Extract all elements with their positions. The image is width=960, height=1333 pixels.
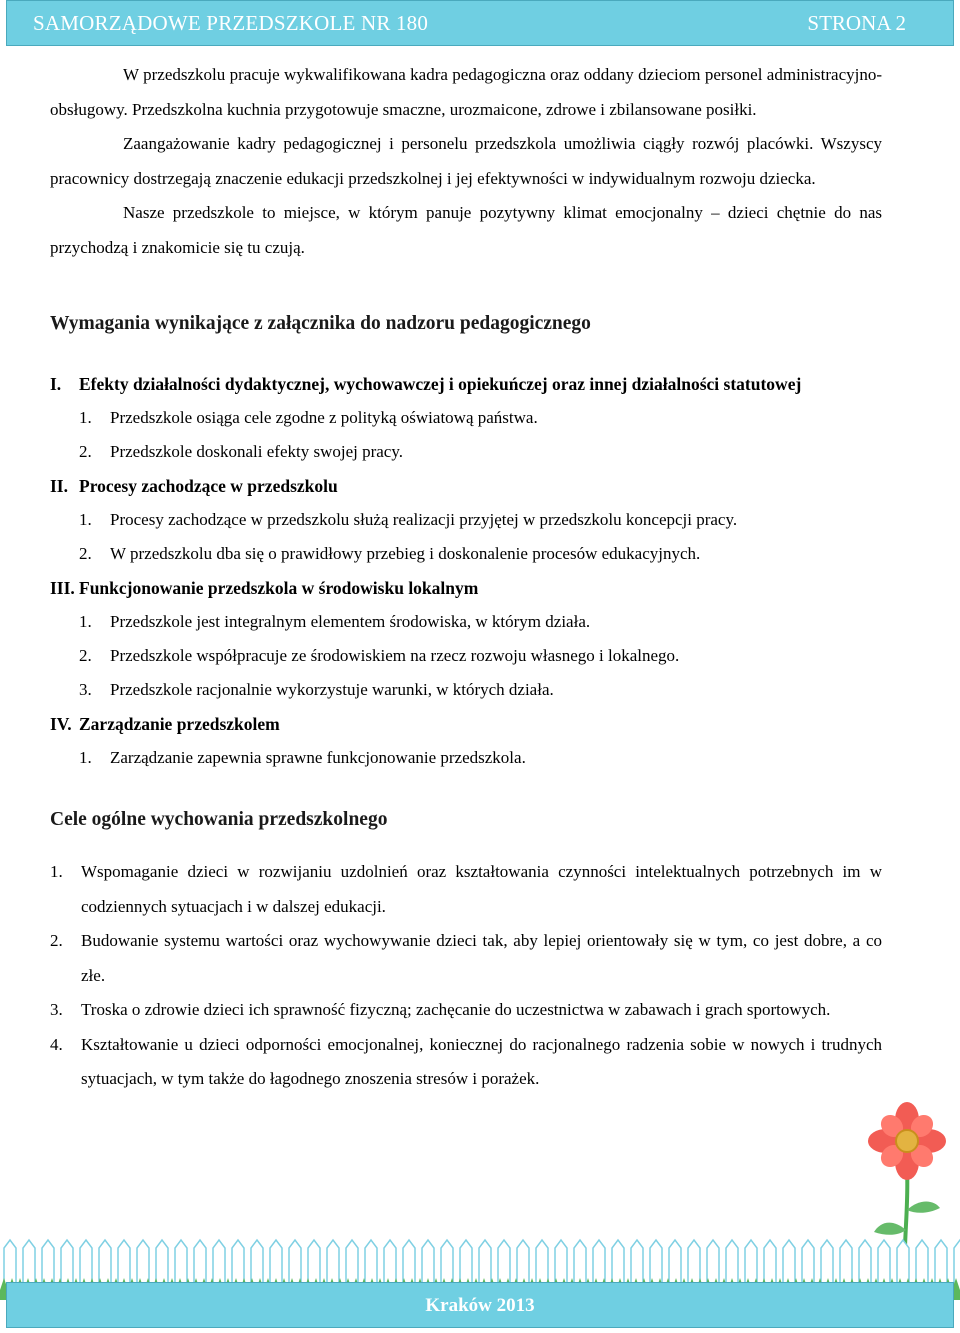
goals-list	[50, 855, 882, 1097]
intro-paragraph-2: Zaangażowanie kadry pedagogicznej i personelu przedszkola umożliwia ciągły rozwój placówki. Wszyscy pracownicy dostrzegają znaczenie edukacji przedszkolnej i jej efektywności w indywidualnym rozwoju dziecka.	[50, 134, 882, 188]
list-item: 1. Przedszkole osiąga cele zgodne z polityką oświatową państwa.	[79, 408, 538, 427]
section-title-requirements: Wymagania wynikające z załącznika do nadzoru pedagogicznego	[50, 313, 591, 334]
page-header-banner	[6, 0, 954, 46]
intro-paragraph-1: W przedszkolu pracuje wykwalifikowana kadra pedagogiczna oraz oddany dzieciom personel administracyjno- obsługowy. Przedszkolna kuchnia przygotowuje smaczne, urozmaicone, zdrowe i zbilansowane posiłki.	[50, 65, 882, 119]
goal-item: 1. Wspomaganie dzieci w rozwijaniu uzdolnień oraz kształtowania czynności intelektualnych potrzebnych im w codziennych sytuacjach i w dalszej edukacji.	[50, 862, 882, 916]
requirement-group-heading: I. Efekty działalności dydaktycznej, wychowawczej i opiekuńczej oraz innej działalności statutowej	[50, 374, 802, 394]
requirement-group-heading: III. Funkcjonowanie przedszkola w środowisku lokalnym	[50, 578, 479, 598]
list-item: 2. W przedszkolu dba się o prawidłowy przebieg i doskonalenie procesów edukacyjnych.	[79, 544, 701, 563]
school-name: SAMORZĄDOWE PRZEDSZKOLE NR 180	[33, 11, 429, 35]
goal-item: 4. Kształtowanie u dzieci odporności emocjonalnej, koniecznej do racjonalnego radzenia sobie w nowych i trudnych sytuacjach, w tym także do łagodnego znoszenia stresów i porażek.	[50, 1034, 882, 1088]
page-number: STRONA 2	[807, 11, 906, 35]
section-title-goals: Cele ogólne wychowania przedszkolnego	[50, 809, 388, 830]
footer-city-year: Kraków 2013	[425, 1295, 535, 1316]
requirement-group-heading: II. Procesy zachodzące w przedszkolu	[50, 476, 338, 496]
goal-item: 2. Budowanie systemu wartości oraz wychowywanie dzieci tak, aby lepiej orientowały się w tym, co jest dobre, a co złe.	[50, 931, 882, 985]
list-item: 1. Procesy zachodzące w przedszkolu służą realizacji przyjętej w przedszkolu koncepcji pracy.	[79, 510, 738, 529]
intro-paragraph-3: Nasze przedszkole to miejsce, w którym panuje pozytywny klimat emocjonalny – dzieci chętnie do nas przychodzą i znakomicie się tu czują.	[50, 203, 882, 257]
page-content	[50, 58, 882, 1097]
list-item: 2. Przedszkole doskonali efekty swojej pracy.	[79, 442, 404, 461]
page-footer-banner	[6, 1282, 954, 1328]
requirement-group-heading: IV. Zarządzanie przedszkolem	[50, 714, 280, 734]
list-item: 1. Przedszkole jest integralnym elementem środowiska, w którym działa.	[79, 612, 591, 631]
list-item: 2. Przedszkole współpracuje ze środowiskiem na rzecz rozwoju własnego i lokalnego.	[79, 646, 680, 665]
goal-item: 3. Troska o zdrowie dzieci ich sprawność fizyczną; zachęcanie do uczestnictwa w zabawach i grach sportowych.	[50, 1000, 831, 1019]
requirements-list	[50, 367, 882, 775]
list-item: 1. Zarządzanie zapewnia sprawne funkcjonowanie przedszkola.	[79, 748, 526, 767]
list-item: 3. Przedszkole racjonalnie wykorzystuje warunki, w których działa.	[79, 680, 554, 699]
